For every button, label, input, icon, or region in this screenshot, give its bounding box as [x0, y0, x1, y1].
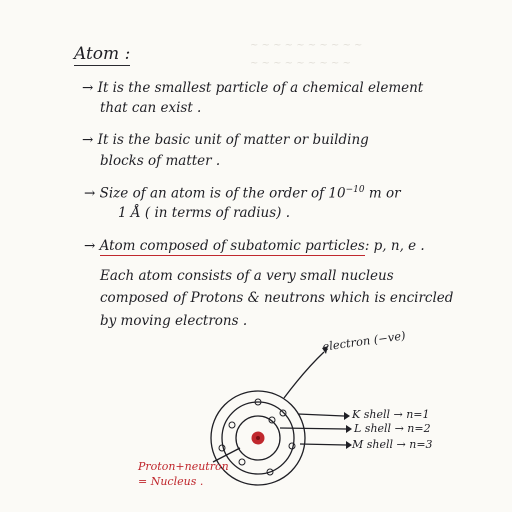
arrowhead-l — [346, 425, 352, 433]
point-4-line-1: → Atom composed of subatomic particles: p, n, e . — [84, 238, 425, 254]
bleed-through: ~ ~ ~ ~ ~ ~ ~ ~ ~ — [250, 58, 351, 69]
point-2-line-2: blocks of matter . — [100, 153, 221, 169]
pointer-m — [300, 444, 346, 445]
electron — [239, 459, 245, 465]
electron — [219, 445, 225, 451]
shell-m-label: M shell → n=3 — [352, 438, 433, 451]
arrowhead-k — [344, 412, 350, 420]
point-3-line-2: 1 Å ( in terms of radius) . — [118, 205, 291, 221]
shell-k-label: K shell → n=1 — [352, 408, 430, 421]
pointer-electron — [284, 352, 324, 398]
paragraph-line-3: by moving electrons . — [100, 313, 248, 329]
electron — [229, 422, 235, 428]
point-3-line-1: → Size of an atom is of the order of $10^{-10}$ m or — [84, 185, 401, 202]
paragraph-line-2: composed of Protons & neutrons which is encircled — [100, 290, 454, 306]
pointer-l — [280, 428, 346, 429]
bleed-through: ~ ~ ~ ~ ~ ~ ~ ~ ~ ~ — [250, 40, 363, 51]
arrow-icon: → — [82, 80, 94, 96]
page-title: Atom : — [74, 44, 131, 64]
point-2-line-1: → It is the basic unit of matter or building — [82, 132, 369, 148]
nucleus-label-line-1: Proton+neutron — [138, 460, 229, 473]
point-1-line-1: → It is the smallest particle of a chemical element — [82, 80, 424, 96]
pointer-k — [298, 414, 344, 416]
point-1-line-2: that can exist . — [100, 100, 202, 116]
electron-label: electron (−ve) — [321, 328, 407, 354]
nucleus-label-line-2: = Nucleus . — [138, 475, 204, 488]
arrow-icon: → — [84, 238, 96, 254]
paragraph-line-1: Each atom consists of a very small nucleus — [100, 268, 394, 284]
arrow-icon: → — [82, 132, 94, 148]
nucleus-core — [256, 436, 260, 440]
shell-l-label: L shell → n=2 — [354, 422, 431, 435]
arrow-icon: → — [84, 185, 96, 202]
